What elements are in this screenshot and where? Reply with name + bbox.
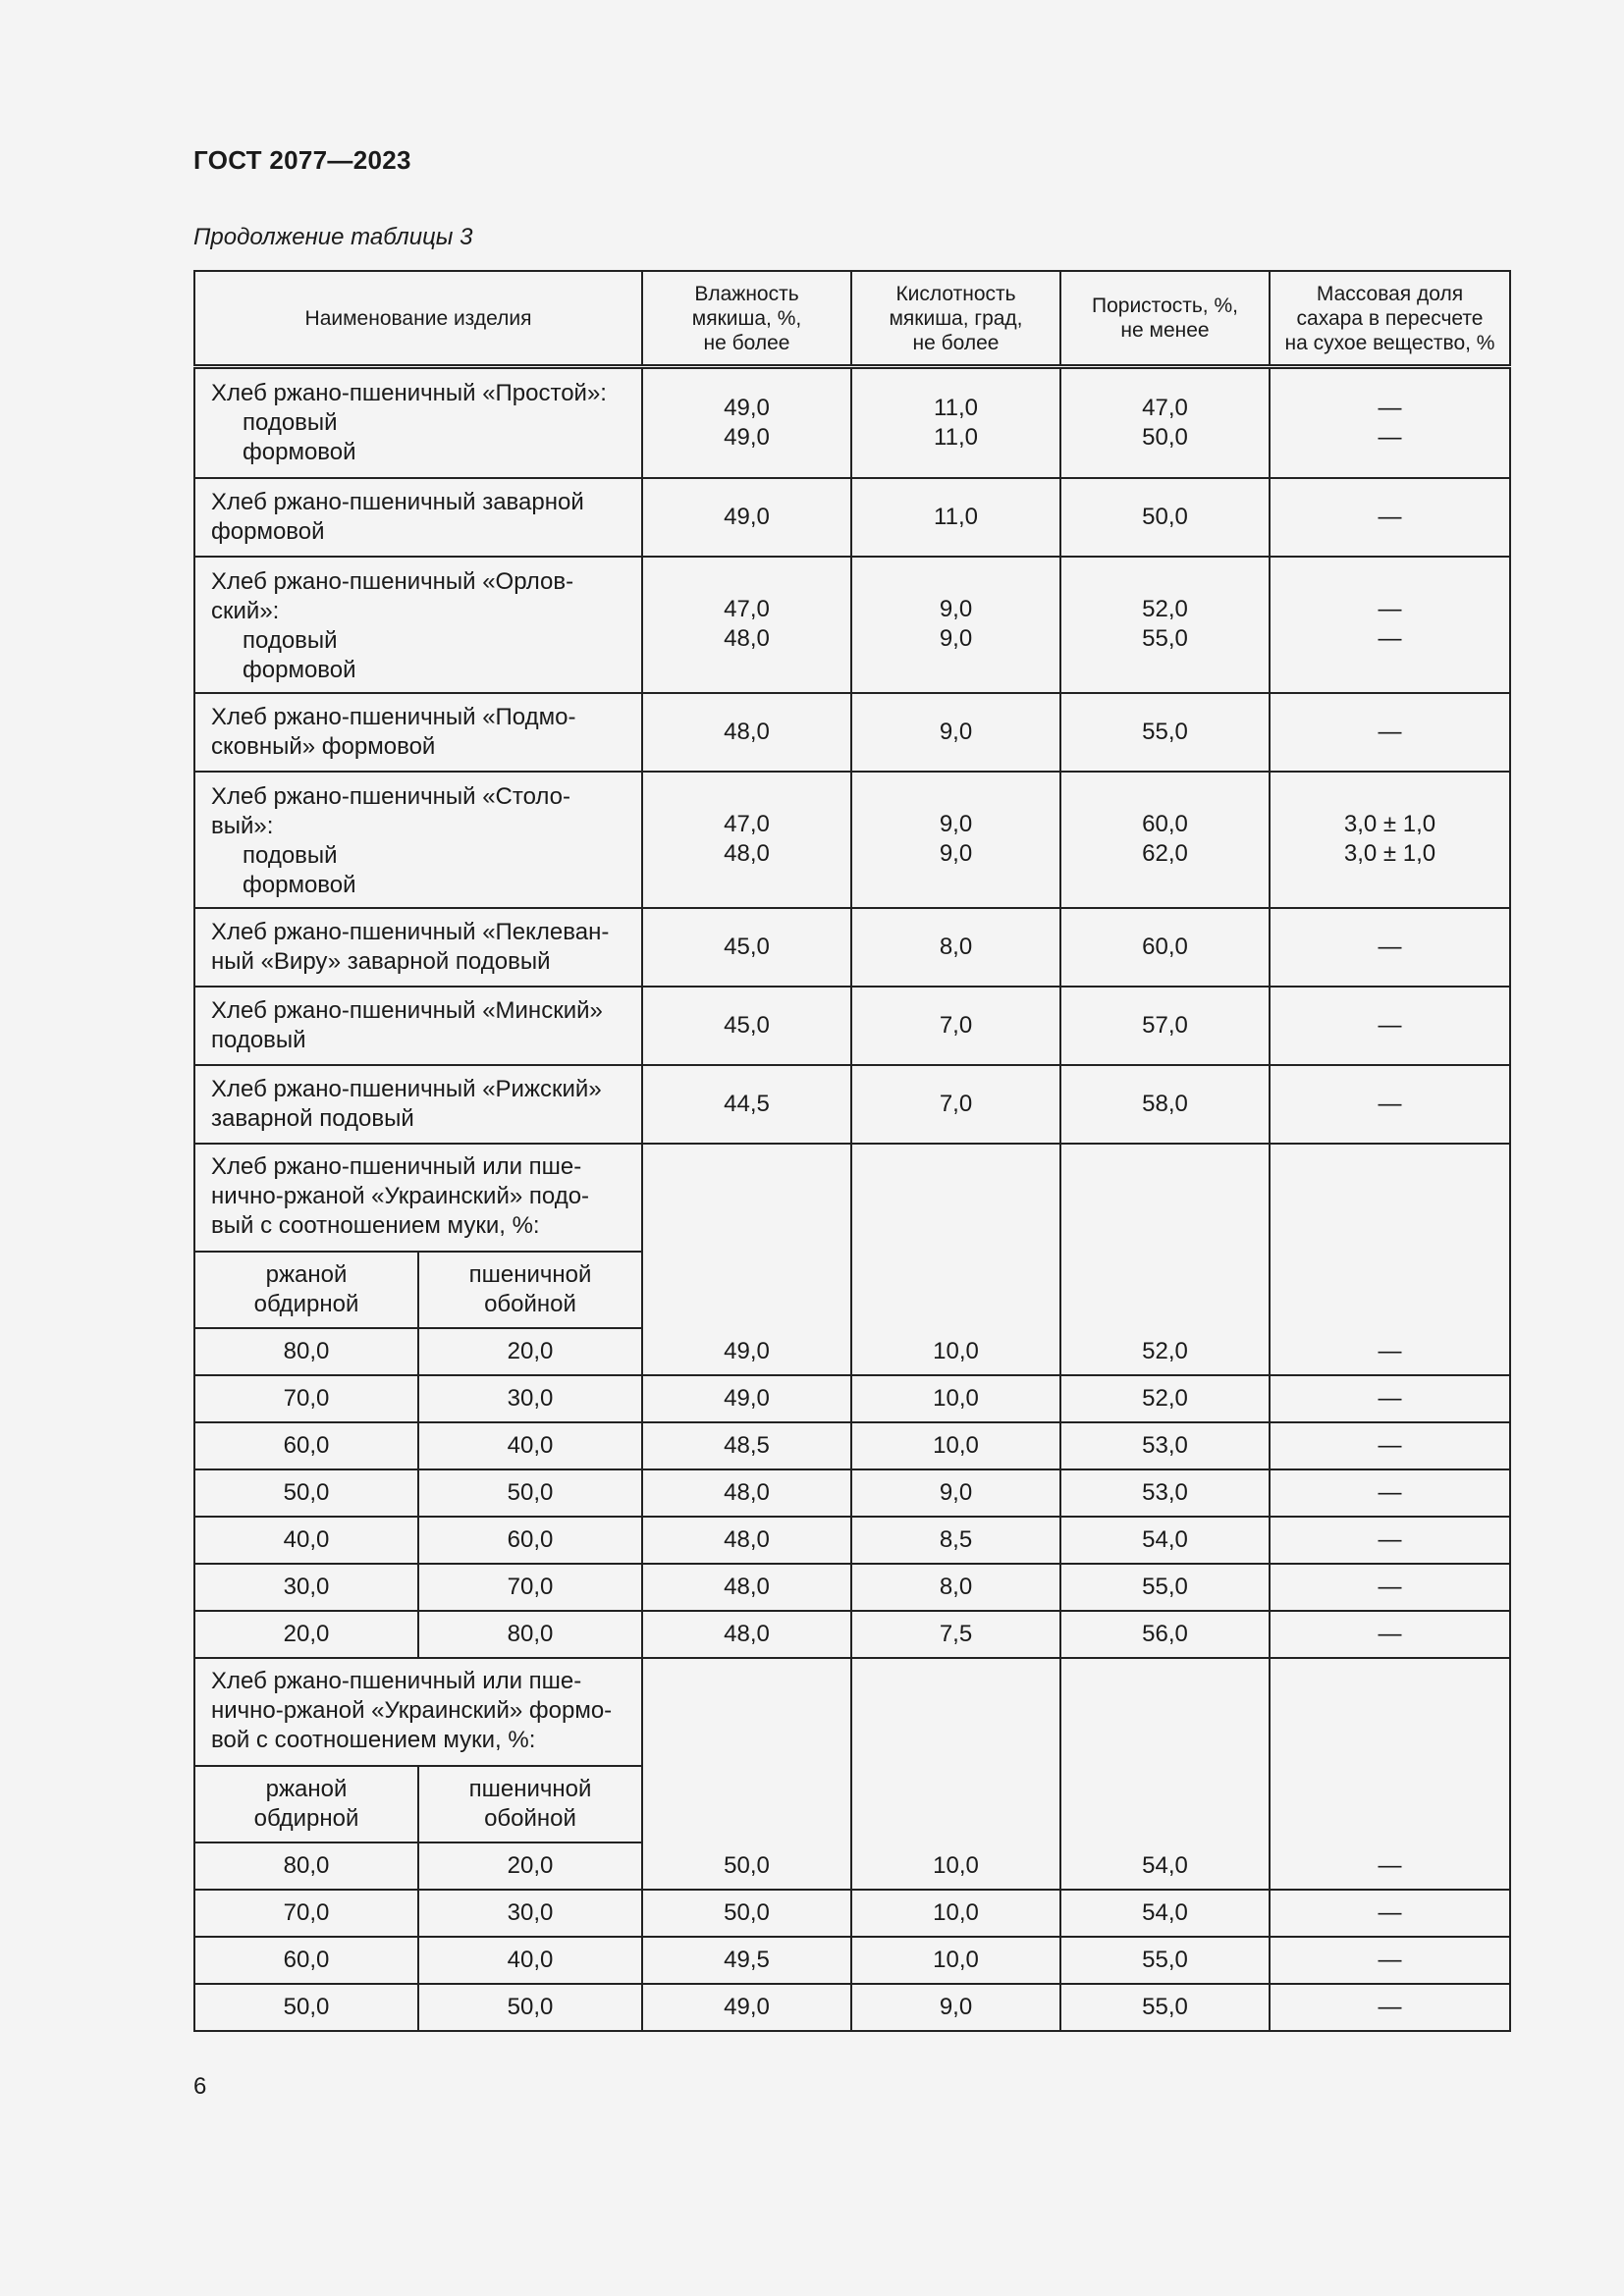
sugar-value: — <box>1270 987 1510 1065</box>
flour-ratio-row <box>194 1375 1510 1422</box>
porosity-value: 52,0 <box>1060 1144 1270 1375</box>
acidity-value: 10,0 <box>851 1375 1060 1422</box>
product-name: Хлеб ржано-пшеничный или пше- нично-ржаной «Украинский» подо- вый с соотношением муки, %: <box>194 1144 642 1252</box>
porosity-value: 56,0 <box>1060 1611 1270 1658</box>
moisture-value: 47,0 48,0 <box>642 772 851 908</box>
acidity-value: 9,0 <box>851 693 1060 772</box>
rye-flour-value: 30,0 <box>194 1564 418 1611</box>
moisture-value: 48,0 <box>642 1564 851 1611</box>
porosity-value: 47,0 50,0 <box>1060 367 1270 478</box>
table-row <box>194 367 1510 478</box>
moisture-value: 49,0 <box>642 478 851 557</box>
porosity-value: 54,0 <box>1060 1890 1270 1937</box>
product-name: Хлеб ржано-пшеничный «Столо- вый»: подовый формовой <box>194 772 642 908</box>
sugar-value: 3,0 ± 1,0 3,0 ± 1,0 <box>1270 772 1510 908</box>
porosity-value: 52,0 55,0 <box>1060 557 1270 693</box>
sugar-value: — <box>1270 1611 1510 1658</box>
flour-ratio-row <box>194 1517 1510 1564</box>
wheat-flour-value: 20,0 <box>418 1842 642 1890</box>
col-header-porosity: Пористость, %, не менее <box>1060 271 1270 367</box>
acidity-value: 10,0 <box>851 1422 1060 1469</box>
acidity-value: 9,0 9,0 <box>851 557 1060 693</box>
acidity-value: 9,0 9,0 <box>851 772 1060 908</box>
flour-ratio-row <box>194 1611 1510 1658</box>
wheat-flour-value: 40,0 <box>418 1937 642 1984</box>
page-number: 6 <box>193 2073 207 2100</box>
flour-ratio-row <box>194 1469 1510 1517</box>
sugar-value: — <box>1270 1937 1510 1984</box>
acidity-value: 8,0 <box>851 1564 1060 1611</box>
rye-flour-value: 50,0 <box>194 1984 418 2031</box>
moisture-value: 48,0 <box>642 1517 851 1564</box>
rye-flour-value: 70,0 <box>194 1890 418 1937</box>
moisture-value: 44,5 <box>642 1065 851 1144</box>
acidity-value: 8,5 <box>851 1517 1060 1564</box>
bread-quality-table <box>193 270 1511 2032</box>
porosity-value: 55,0 <box>1060 1564 1270 1611</box>
table-row <box>194 987 1510 1065</box>
moisture-value: 50,0 <box>642 1658 851 1890</box>
wheat-flour-value: 50,0 <box>418 1469 642 1517</box>
wheat-flour-value: 30,0 <box>418 1375 642 1422</box>
wheat-flour-value: 70,0 <box>418 1564 642 1611</box>
porosity-value: 55,0 <box>1060 693 1270 772</box>
rye-flour-value: 60,0 <box>194 1422 418 1469</box>
rye-flour-header: ржаной обдирной <box>194 1766 418 1842</box>
table-header-row <box>194 271 1510 367</box>
moisture-value: 49,0 49,0 <box>642 367 851 478</box>
rye-flour-value: 80,0 <box>194 1842 418 1890</box>
sugar-value: — <box>1270 1469 1510 1517</box>
moisture-value: 48,5 <box>642 1422 851 1469</box>
flour-ratio-row <box>194 1564 1510 1611</box>
acidity-value: 10,0 <box>851 1144 1060 1375</box>
porosity-value: 53,0 <box>1060 1469 1270 1517</box>
acidity-value: 7,0 <box>851 1065 1060 1144</box>
wheat-flour-value: 40,0 <box>418 1422 642 1469</box>
table-row <box>194 1065 1510 1144</box>
acidity-value: 7,5 <box>851 1611 1060 1658</box>
table-row <box>194 557 1510 693</box>
rye-flour-value: 70,0 <box>194 1375 418 1422</box>
sugar-value: — <box>1270 1564 1510 1611</box>
moisture-value: 49,5 <box>642 1937 851 1984</box>
product-name: Хлеб ржано-пшеничный «Минский» подовый <box>194 987 642 1065</box>
acidity-value: 10,0 <box>851 1890 1060 1937</box>
sugar-value: — <box>1270 908 1510 987</box>
flour-ratio-row <box>194 1890 1510 1937</box>
rye-flour-value: 80,0 <box>194 1328 418 1375</box>
moisture-value: 47,0 48,0 <box>642 557 851 693</box>
acidity-value: 8,0 <box>851 908 1060 987</box>
product-name: Хлеб ржано-пшеничный «Подмо- сковный» формовой <box>194 693 642 772</box>
acidity-value: 11,0 11,0 <box>851 367 1060 478</box>
moisture-value: 45,0 <box>642 908 851 987</box>
moisture-value: 48,0 <box>642 693 851 772</box>
porosity-value: 57,0 <box>1060 987 1270 1065</box>
table-row <box>194 693 1510 772</box>
acidity-value: 7,0 <box>851 987 1060 1065</box>
sugar-value: — <box>1270 1144 1510 1375</box>
product-name: Хлеб ржано-пшеничный заварной формовой <box>194 478 642 557</box>
sugar-value: — <box>1270 1890 1510 1937</box>
col-header-moisture: Влажность мякиша, %, не более <box>642 271 851 367</box>
moisture-value: 49,0 <box>642 1144 851 1375</box>
porosity-value: 55,0 <box>1060 1937 1270 1984</box>
product-name: Хлеб ржано-пшеничный или пше- нично-ржаной «Украинский» формо- вой с соотношением муки, %: <box>194 1658 642 1766</box>
rye-flour-value: 40,0 <box>194 1517 418 1564</box>
sugar-value: — <box>1270 1984 1510 2031</box>
porosity-value: 54,0 <box>1060 1517 1270 1564</box>
sugar-value: — <box>1270 1375 1510 1422</box>
table-caption: Продолжение таблицы 3 <box>193 224 473 250</box>
col-header-sugar: Массовая доля сахара в пересчете на сухое вещество, % <box>1270 271 1510 367</box>
moisture-value: 49,0 <box>642 1375 851 1422</box>
acidity-value: 9,0 <box>851 1984 1060 2031</box>
product-name: Хлеб ржано-пшеничный «Рижский» заварной подовый <box>194 1065 642 1144</box>
product-name: Хлеб ржано-пшеничный «Пеклеван- ный «Виру» заварной подовый <box>194 908 642 987</box>
wheat-flour-header: пшеничной обойной <box>418 1766 642 1842</box>
flour-ratio-row <box>194 1937 1510 1984</box>
rye-flour-value: 60,0 <box>194 1937 418 1984</box>
sugar-value: — <box>1270 693 1510 772</box>
table-row <box>194 772 1510 908</box>
rye-flour-header: ржаной обдирной <box>194 1252 418 1328</box>
sugar-value: — <box>1270 1065 1510 1144</box>
col-header-acidity: Кислотность мякиша, град, не более <box>851 271 1060 367</box>
porosity-value: 50,0 <box>1060 478 1270 557</box>
table-row <box>194 478 1510 557</box>
sugar-value: — <box>1270 1658 1510 1890</box>
moisture-value: 45,0 <box>642 987 851 1065</box>
table-row <box>194 908 1510 987</box>
col-header-product: Наименование изделия <box>194 271 642 367</box>
rye-flour-value: 50,0 <box>194 1469 418 1517</box>
porosity-value: 60,0 <box>1060 908 1270 987</box>
wheat-flour-value: 30,0 <box>418 1890 642 1937</box>
moisture-value: 50,0 <box>642 1890 851 1937</box>
sugar-value: — <box>1270 1517 1510 1564</box>
wheat-flour-value: 20,0 <box>418 1328 642 1375</box>
porosity-value: 60,0 62,0 <box>1060 772 1270 908</box>
acidity-value: 10,0 <box>851 1937 1060 1984</box>
porosity-value: 58,0 <box>1060 1065 1270 1144</box>
sugar-value: — <box>1270 478 1510 557</box>
wheat-flour-value: 50,0 <box>418 1984 642 2031</box>
wheat-flour-header: пшеничной обойной <box>418 1252 642 1328</box>
porosity-value: 54,0 <box>1060 1658 1270 1890</box>
flour-ratio-row <box>194 1422 1510 1469</box>
acidity-value: 10,0 <box>851 1658 1060 1890</box>
porosity-value: 52,0 <box>1060 1375 1270 1422</box>
porosity-value: 53,0 <box>1060 1422 1270 1469</box>
sugar-value: — — <box>1270 557 1510 693</box>
rye-flour-value: 20,0 <box>194 1611 418 1658</box>
product-name: Хлеб ржано-пшеничный «Орлов- ский»: подовый формовой <box>194 557 642 693</box>
acidity-value: 11,0 <box>851 478 1060 557</box>
flour-ratio-row <box>194 1984 1510 2031</box>
wheat-flour-value: 80,0 <box>418 1611 642 1658</box>
moisture-value: 48,0 <box>642 1469 851 1517</box>
table-row <box>194 1144 1510 1252</box>
sugar-value: — — <box>1270 367 1510 478</box>
document-code: ГОСТ 2077—2023 <box>193 145 411 175</box>
moisture-value: 49,0 <box>642 1984 851 2031</box>
moisture-value: 48,0 <box>642 1611 851 1658</box>
product-name: Хлеб ржано-пшеничный «Простой»: подовый формовой <box>194 367 642 478</box>
sugar-value: — <box>1270 1422 1510 1469</box>
wheat-flour-value: 60,0 <box>418 1517 642 1564</box>
acidity-value: 9,0 <box>851 1469 1060 1517</box>
porosity-value: 55,0 <box>1060 1984 1270 2031</box>
table-row <box>194 1658 1510 1766</box>
